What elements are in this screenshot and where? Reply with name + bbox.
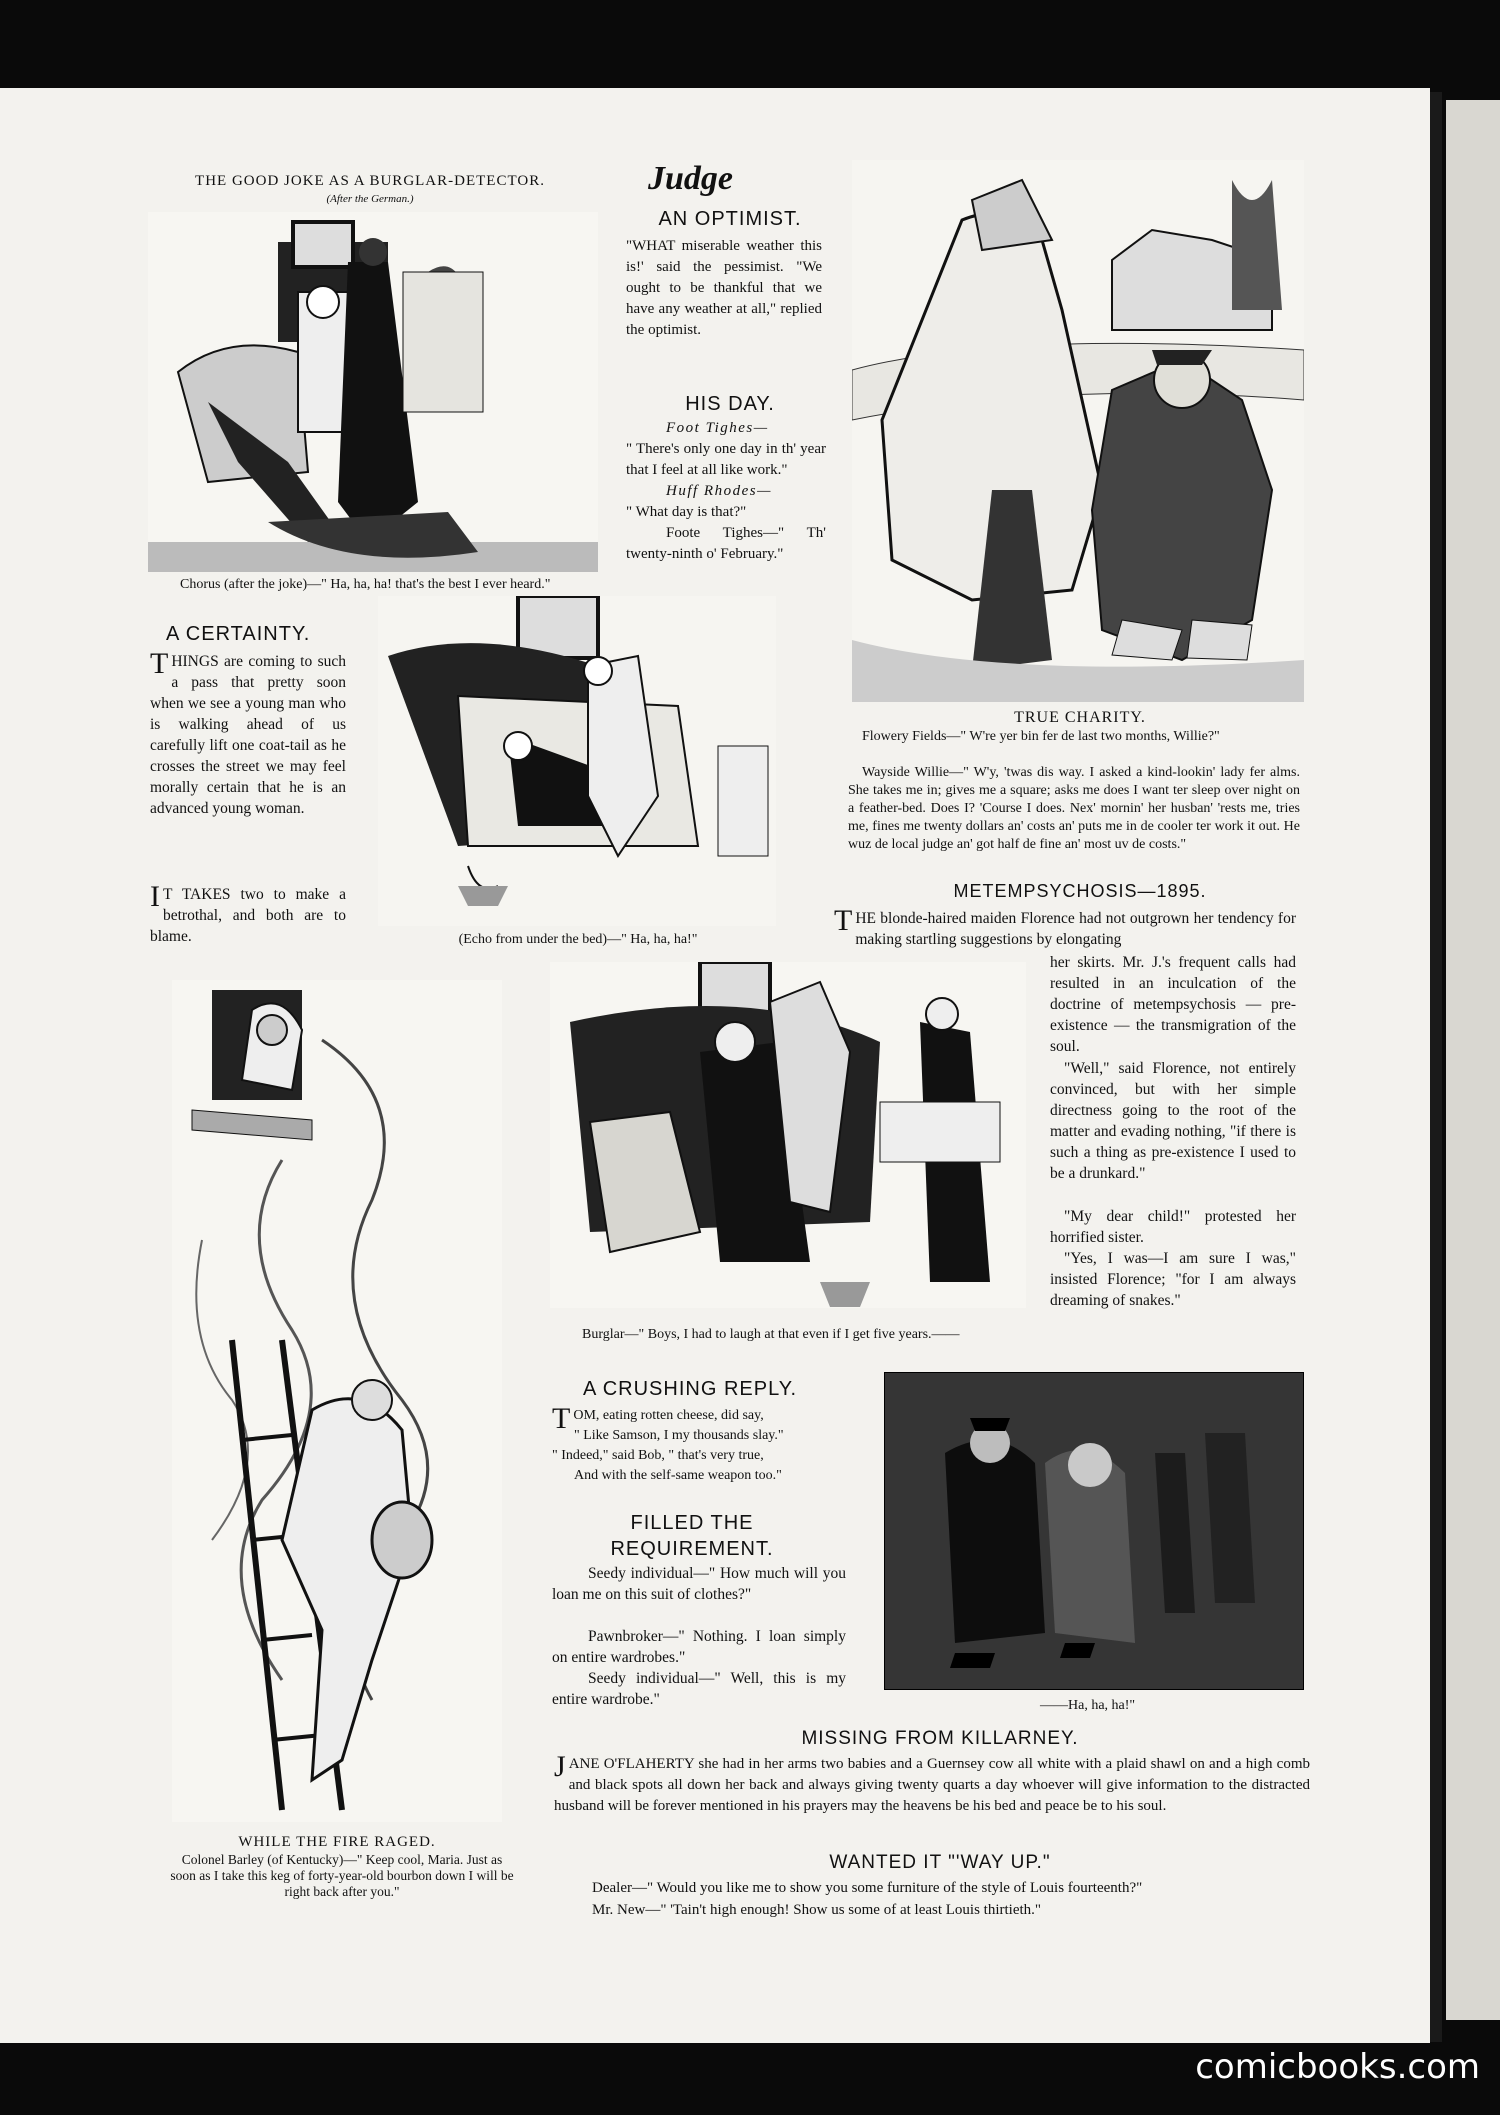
crushing-reply-line: And with the self-same weapon too." (574, 1468, 782, 1483)
true-charity-title: TRUE CHARITY. (1014, 709, 1146, 726)
under-bed-caption: (Echo from under the bed)—" Ha, ha, ha!" (458, 932, 698, 947)
his-day-line: " There's only one day in th' year that I feel at all like work." (626, 441, 826, 478)
his-day-title: HIS DAY. (685, 393, 775, 415)
true-charity-text1: Flowery Fields—" W're yer bin fer de last two months, Willie?" (862, 729, 1220, 744)
filled-text1 (552, 1563, 846, 1605)
illustration-fire (172, 980, 502, 1822)
way-up-title: WANTED IT "'WAY UP." (829, 1852, 1051, 1873)
his-day-line: " What day is that?" (626, 504, 747, 520)
burglar-detector-caption: Chorus (after the joke)—" Ha, ha, ha! that's the best I ever heard." (180, 577, 551, 592)
illustration-burglar-parlor (148, 212, 598, 572)
certainty-text2: IT TAKES two to make a betrothal, and both are to blame. (150, 880, 346, 945)
fire-caption: Colonel Barley (of Kentucky)—" Keep cool, Maria. Just as soon as I take this keg of forty-year-old bourbon down I will be right back after you." (170, 1852, 514, 1899)
metempsychosis-title: METEMPSYCHOSIS—1895. (953, 881, 1207, 901)
illustration-policeman (550, 962, 1026, 1308)
crushing-reply-text (552, 1402, 852, 1486)
optimist-text: "WHAT miserable weather this is!' said the pessimist. "We ought to be thankful that we have any weather at all," replied the optimist. (626, 238, 822, 338)
crushing-reply-line: " Indeed," said Bob, " that's very true, (552, 1448, 764, 1463)
crushing-reply-line: TOM, eating rotten cheese, did say, (552, 1402, 764, 1435)
filled-text2 (552, 1626, 846, 1668)
fire-title: WHILE THE FIRE RAGED. (238, 1834, 436, 1850)
metempsychosis-text4: "My dear child!" protested her horrified sister. (1050, 1208, 1296, 1246)
metempsychosis-text2: her skirts. Mr. J.'s frequent calls had resulted in an inculcation of the doctrine of metempsychosis — pre-existence — the transmigration of the soul. (1050, 954, 1296, 1055)
filled-title: FILLED THE REQUIREMENT. (610, 1512, 774, 1560)
illustration-true-charity (852, 160, 1304, 702)
optimist-title: AN OPTIMIST. (658, 208, 802, 230)
filled-text3-span: Seedy individual—" Well, this is my entire wardrobe." (552, 1670, 846, 1708)
crushing-reply-line: " Like Samson, I my thousands slay." (574, 1428, 784, 1443)
metempsychosis-text5: "Yes, I was—I am sure I was," insisted Florence; "for I am always dreaming of snakes." (1050, 1250, 1296, 1309)
crushing-reply-title: A CRUSHING REPLY. (582, 1378, 798, 1400)
page-binding (1430, 92, 1442, 2042)
way-up-line1: Dealer—" Would you like me to show you some furniture of the style of Louis fourteenth?" (592, 1880, 1143, 1896)
watermark: comicbooks.com (1195, 2047, 1480, 2087)
killarney-text: JANE O'FLAHERTY she had in her arms two babies and a Guernsey cow all white with a plaid shawl on and a high comb and black spots all down her back and always giving twenty quarts a day whoever will give information to the distracted husband will be forever mentioned in his prayers may the heavens be his bed and peace be to his soul. (554, 1750, 1310, 1814)
certainty-text: THINGS are coming to such a pass that pretty soon when we see a young man who is walking ahead of us carefully lift one coat-tail as he crosses the street we may feel morally certain that he is an advanced young woman. (150, 647, 346, 817)
metempsychosis-text1: THE blonde-haired maiden Florence had not outgrown her tendency for making startling suggestions by elongating (834, 904, 1296, 948)
metempsychosis-text3: "Well," said Florence, not entirely convinced, but with her simple directness going to the root of the matter and evading nothing, "if there is such a thing as pre-existence I used to be a drunkard." (1050, 1060, 1296, 1182)
way-up-line2: Mr. New—" 'Tain't high enough! Show us some of at least Louis thirtieth." (592, 1902, 1042, 1918)
filled-text3 (552, 1668, 846, 1710)
his-day-line: Foote Tighes—" Th' twenty-ninth o' February." (626, 525, 826, 562)
next-page-edge (1446, 100, 1500, 2020)
filled-text2-span: Pawnbroker—" Nothing. I loan simply on entire wardrobes." (552, 1628, 846, 1666)
burglar-caption: Burglar—" Boys, I had to laugh at that even if I get five years.—— (582, 1327, 960, 1342)
illustration-haha-night (884, 1372, 1304, 1690)
masthead-judge: Judge (648, 160, 733, 197)
burglar-detector-title: THE GOOD JOKE AS A BURGLAR-DETECTOR. (195, 173, 545, 189)
haha-caption: ——Ha, ha, ha!" (1040, 1698, 1136, 1713)
burglar-detector-subtitle: (After the German.) (326, 193, 414, 205)
true-charity-text2: Wayside Willie—" W'y, 'twas dis way. I asked a kind-lookin' lady fer alms. She takes me in; gives me a square; asks me does I want ter sleep over night on a feather-bed. Does I? 'Course I does. Nex' mornin' her husban' 'rests me, tries me, fines me twenty dollars an' costs an' puts me in de cooler ter work it out. He wuz de local judge an' got half de fine an' most uv de costs." (848, 765, 1300, 852)
his-day-line: Huff Rhodes— (666, 483, 772, 499)
certainty-title: A CERTAINTY. (166, 623, 311, 645)
illustration-under-bed (378, 596, 776, 926)
his-day-text (626, 418, 826, 565)
killarney-title: MISSING FROM KILLARNEY. (801, 1728, 1079, 1749)
filled-text1-span: Seedy individual—" How much will you loan me on this suit of clothes?" (552, 1565, 846, 1603)
his-day-line: Foot Tighes— (666, 420, 769, 436)
